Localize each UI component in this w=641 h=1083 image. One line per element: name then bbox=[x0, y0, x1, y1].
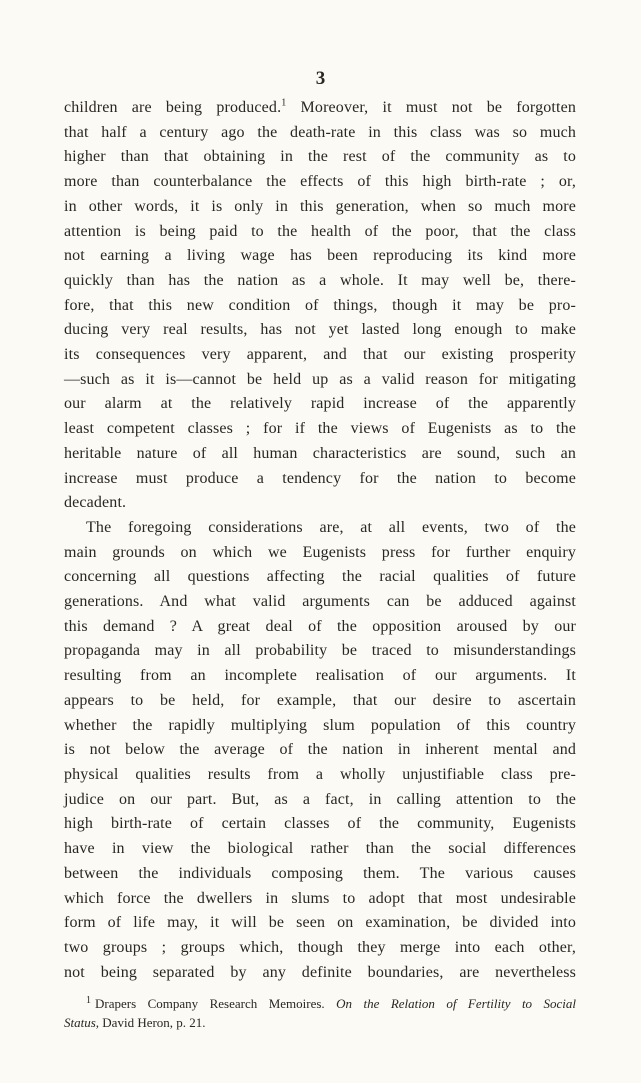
text-line: more than counterbalance the effects of this high birth-rate ; or, bbox=[64, 173, 576, 191]
footnote-source: Drapers Company Research Memoires. bbox=[95, 996, 325, 1011]
text-line: between the individuals composing them. The various causes bbox=[64, 864, 576, 882]
text-line: its consequences very apparent, and that our existing prosperity bbox=[64, 346, 576, 364]
text-line: not being separated by any definite boundaries, are nevertheless bbox=[64, 963, 576, 981]
footnote-line bbox=[64, 1013, 576, 1032]
text-line: attention is being paid to the health of the poor, that the class bbox=[64, 222, 576, 240]
text-line: our alarm at the relatively rapid increase of the apparently bbox=[64, 395, 576, 413]
text-line: whether the rapidly multiplying slum population of this country bbox=[64, 716, 576, 734]
text-line: fore, that this new condition of things, though it may be pro- bbox=[64, 296, 576, 314]
text-line: not earning a living wage has been reproducing its kind more bbox=[64, 247, 576, 265]
text-line: have in view the biological rather than the social differences bbox=[64, 840, 576, 858]
text-line: quickly than has the nation as a whole. It may well be, there- bbox=[64, 271, 576, 289]
text-line: appears to be held, for example, that our desire to ascertain bbox=[64, 691, 576, 709]
text-fragment: Moreover, it must not be forgotten bbox=[286, 99, 576, 116]
footnote-line bbox=[64, 994, 576, 1013]
text-line: decadent. bbox=[64, 494, 127, 512]
text-fragment: children are being produced. bbox=[64, 99, 282, 116]
text-line: concerning all questions affecting the racial qualities of future bbox=[64, 568, 576, 586]
text-line: form of life may, it will be seen on examination, be divided into bbox=[64, 914, 576, 932]
footnote-author: David Heron, p. 21. bbox=[102, 1015, 206, 1030]
footnote bbox=[64, 994, 576, 1032]
text-line: physical qualities results from a wholly unjustifiable class pre- bbox=[64, 765, 576, 783]
text-line: —such as it is—cannot be held up as a valid reason for mitigating bbox=[64, 370, 576, 388]
text-line: increase must produce a tendency for the nation to become bbox=[64, 469, 576, 487]
text-line: ducing very real results, has not yet lasted long enough to make bbox=[64, 321, 576, 339]
text-line: main grounds on which we Eugenists press for further enquiry bbox=[64, 543, 576, 561]
footnote-reference: 1 bbox=[281, 97, 287, 109]
footnote-title: On the Relation of Fertility to Social bbox=[336, 996, 577, 1011]
paragraph-start: The foregoing considerations are, at all events, two of the bbox=[86, 518, 576, 536]
body-text bbox=[64, 96, 576, 985]
text-line: higher than that obtaining in the rest of the community as to bbox=[64, 148, 576, 166]
text-line: is not below the average of the nation in inherent mental and bbox=[64, 741, 576, 759]
footnote-title-end: Status, bbox=[64, 1015, 100, 1030]
text-line bbox=[64, 96, 576, 121]
text-line: resulting from an incomplete realisation of our arguments. It bbox=[64, 667, 576, 685]
footnote-number: 1 bbox=[86, 994, 91, 1006]
text-line: heritable nature of all human characteristics are sound, such an bbox=[64, 444, 576, 462]
page-number: 3 bbox=[315, 68, 326, 89]
text-line: that half a century ago the death-rate in this class was so much bbox=[64, 123, 576, 141]
text-line: which force the dwellers in slums to adopt that most undesirable bbox=[64, 889, 576, 907]
text-line: propaganda may in all probability be traced to misunderstandings bbox=[64, 642, 576, 660]
text-line: judice on our part. But, as a fact, in calling attention to the bbox=[64, 790, 576, 808]
text-line: in other words, it is only in this generation, when so much more bbox=[64, 197, 576, 215]
text-line: this demand ? A great deal of the opposition aroused by our bbox=[64, 617, 576, 635]
text-line: high birth-rate of certain classes of the community, Eugenists bbox=[64, 815, 576, 833]
text-line: generations. And what valid arguments can be adduced against bbox=[64, 593, 576, 611]
text-line: least competent classes ; for if the views of Eugenists as to the bbox=[64, 420, 576, 438]
text-line: two groups ; groups which, though they merge into each other, bbox=[64, 938, 576, 956]
